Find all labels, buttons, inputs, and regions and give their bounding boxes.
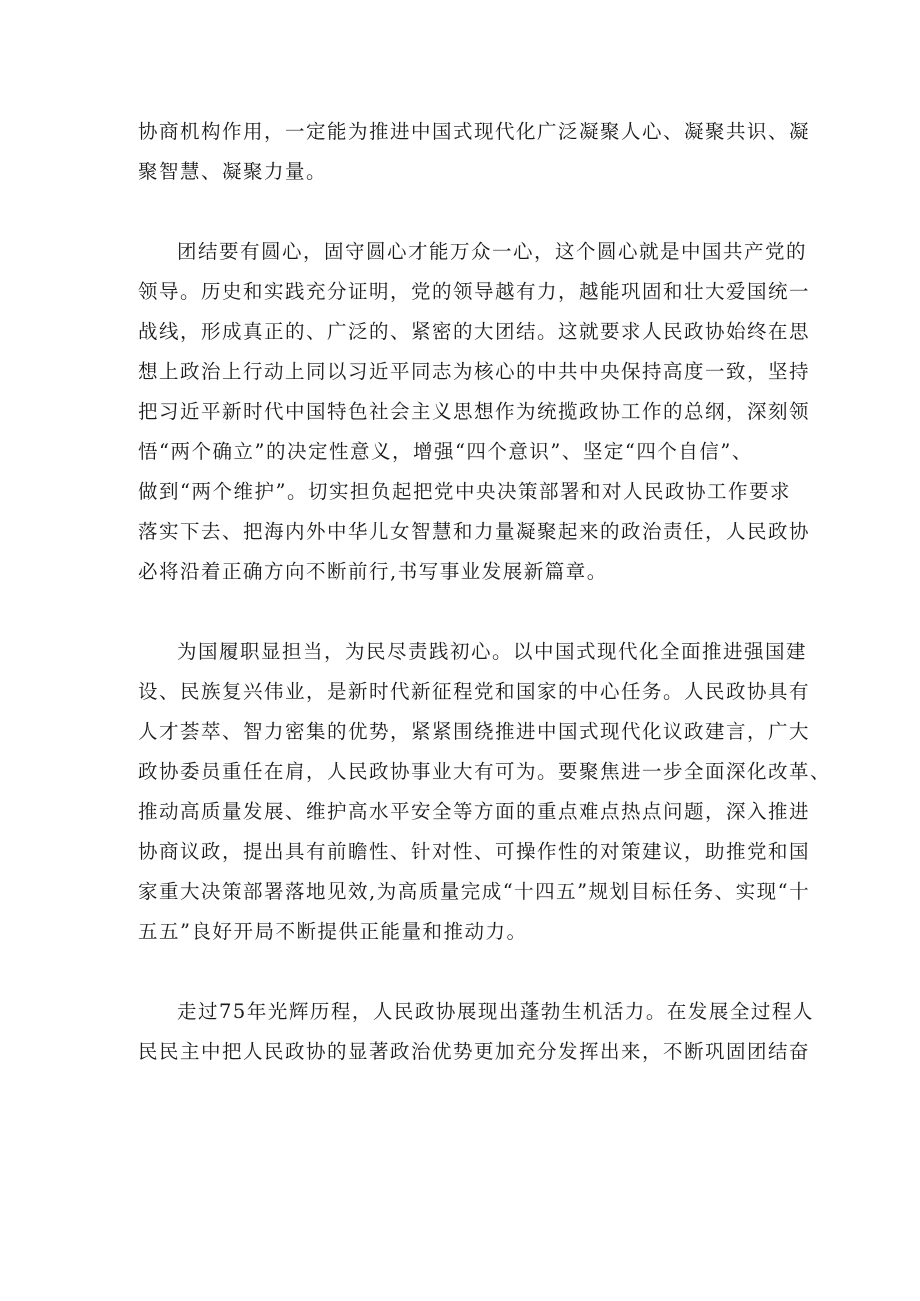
text-line: 落实下去、把海内外中华儿女智慧和力量凝聚起来的政治责任，人民政协 bbox=[138, 520, 811, 543]
text-line: 协商机构作用，一定能为推进中国式现代化广泛凝聚人心、凝聚共识、凝 bbox=[138, 120, 811, 143]
text-line: 领导。历史和实践充分证明，党的领导越有力，越能巩固和壮大爱国统一 bbox=[138, 280, 811, 303]
text-line: 想上政治上行动上同以习近平同志为核心的中共中央保持高度一致，坚持 bbox=[138, 360, 811, 383]
text-line: 战线，形成真正的、广泛的、紧密的大团结。这就要求人民政协始终在思 bbox=[138, 320, 811, 343]
text-line: 为国履职显担当，为民尽责践初心。以中国式现代化全面推进强国建 bbox=[177, 640, 808, 663]
text-line: 推动高质量发展、维护高水平安全等方面的重点难点热点问题，深入推进 bbox=[138, 800, 811, 823]
document-body bbox=[138, 112, 832, 1112]
text-line: 把习近平新时代中国特色社会主义思想作为统揽政协工作的总纲，深刻领 bbox=[138, 400, 811, 423]
text-line: 协商议政，提出具有前瞻性、针对性、可操作性的对策建议，助推党和国 bbox=[138, 840, 811, 863]
text-line: 走过75年光辉历程，人民政协展现出蓬勃生机活力。在发展全过程人 bbox=[177, 1000, 814, 1023]
text-line: 悟“两个确立”的决定性意义，增强“四个意识”、坚定“四个自信”、 bbox=[138, 440, 753, 463]
paragraph-3 bbox=[138, 632, 832, 952]
text-line: 做到“两个维护”。切实担负起把党中央决策部署和对人民政协工作要求 bbox=[138, 480, 791, 503]
text-line: 聚智慧、凝聚力量。 bbox=[138, 160, 328, 183]
text-line: 五五”良好开局不断提供正能量和推动力。 bbox=[138, 920, 528, 943]
text-line: 设、民族复兴伟业，是新时代新征程党和国家的中心任务。人民政协具有 bbox=[138, 680, 811, 703]
paragraph-4 bbox=[138, 992, 814, 1072]
text-line: 人才荟萃、智力密集的优势，紧紧围绕推进中国式现代化议政建言，广大 bbox=[138, 720, 811, 743]
text-line: 团结要有圆心，固守圆心才能万众一心，这个圆心就是中国共产党的 bbox=[177, 240, 808, 263]
text-line: 家重大决策部署落地见效,为高质量完成“十四五”规划目标任务、实现“十 bbox=[138, 880, 811, 903]
paragraph-1 bbox=[138, 112, 811, 192]
text-line: 政协委员重任在肩，人民政协事业大有可为。要聚焦进一步全面深化改革、 bbox=[138, 760, 832, 783]
text-line: 民民主中把人民政协的显著政治优势更加充分发挥出来，不断巩固团结奋 bbox=[138, 1040, 811, 1063]
text-line: 必将沿着正确方向不断前行,书写事业发展新篇章。 bbox=[138, 560, 608, 583]
paragraph-2 bbox=[138, 232, 811, 592]
